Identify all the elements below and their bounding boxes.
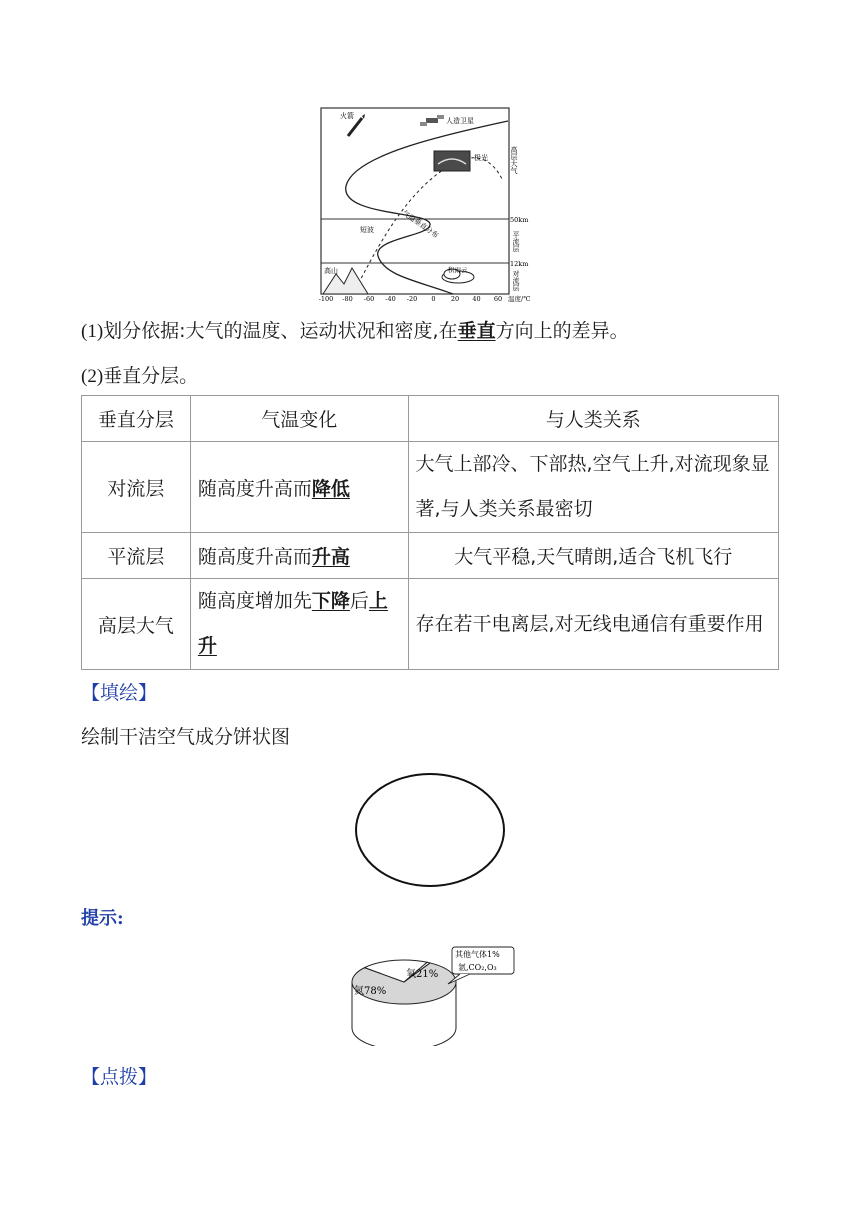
temp-text: 随高度增加先 — [197, 590, 312, 612]
pie-label-nitrogen: 氮78% — [354, 986, 387, 997]
x-axis-ticks — [319, 295, 502, 303]
table-row — [82, 442, 779, 533]
header-temp: 气温变化 — [190, 396, 408, 442]
x-tick-label: -80 — [342, 295, 353, 303]
x-tick-label: -20 — [406, 295, 418, 303]
temp-emphasis: 升高 — [311, 546, 350, 568]
tip-section-title: 【点拨】 — [81, 1066, 158, 1088]
layers-heading-text: 垂直分层。 — [103, 365, 199, 387]
temp-text-mid: 后 — [349, 590, 369, 612]
pie-chart — [348, 944, 520, 1046]
table-header-row — [82, 396, 779, 442]
fill-instruction: 绘制干洁空气成分饼状图 — [81, 726, 291, 748]
x-tick-label: 60 — [493, 295, 503, 303]
basis-emphasis: 垂直 — [457, 320, 496, 342]
header-relation: 与人类关系 — [408, 396, 778, 442]
label-50km: 50km — [510, 216, 529, 224]
temp-emphasis: 降低 — [311, 477, 350, 500]
temp-emphasis: 下降 — [311, 590, 350, 612]
label-troposphere: 对流层 — [512, 270, 520, 291]
pie-label-oxygen: 氧21% — [406, 969, 439, 980]
row-layer: 高层大气 — [82, 579, 191, 670]
basis-prefix: (1) — [81, 321, 104, 342]
layers-heading — [81, 363, 198, 390]
label-upper-atmosphere: 高层大气 — [510, 146, 518, 174]
pie-slices — [352, 960, 456, 1004]
row-relation: 存在若干电离层,对无线电通信有重要作用 — [408, 579, 778, 670]
x-tick-label: -60 — [363, 295, 375, 303]
layers-prefix: (2) — [81, 366, 104, 387]
x-tick-label: -40 — [385, 295, 396, 303]
temp-text: 随高度升高而 — [197, 477, 312, 500]
x-tick-label: 20 — [450, 295, 460, 303]
header-layer: 垂直分层 — [82, 396, 191, 442]
temp-text: 随高度升高而 — [197, 546, 312, 568]
x-tick-label: -100 — [318, 295, 334, 303]
pie-label-other: 其他气体1% — [455, 950, 500, 959]
label-12km: 12km — [510, 260, 529, 268]
row-relation: 大气平稳,天气晴朗,适合飞机飞行 — [408, 533, 778, 579]
label-temp-curve: 气温垂直分布 — [400, 209, 440, 240]
table-row — [82, 579, 779, 670]
x-tick-label: 40 — [472, 295, 481, 303]
fill-section-title: 【填绘】 — [81, 682, 158, 704]
pie-label-other-detail: 氩,CO₂,O₃ — [458, 963, 497, 972]
row-temp — [190, 533, 408, 579]
label-mountain: 高山 — [324, 267, 338, 275]
label-x-unit: 温度/℃ — [508, 295, 531, 303]
basis-text-after: 方向上的差异。 — [495, 320, 629, 342]
row-layer: 平流层 — [82, 533, 191, 579]
blank-pie-ellipse — [352, 770, 508, 890]
label-shortwave: 短波 — [360, 226, 374, 234]
row-relation: 大气上部冷、下部热,空气上升,对流现象显著,与人类关系最密切 — [408, 442, 778, 533]
temp-emphasis-2: 上升 — [197, 590, 388, 657]
label-rocket: 火箭 — [340, 112, 354, 120]
basis-text: 划分依据:大气的温度、运动状况和密度,在 — [103, 320, 458, 342]
layers-table — [81, 395, 779, 670]
label-stratosphere: 平流层 — [512, 231, 520, 252]
label-aurora: 极光 — [474, 154, 488, 162]
hint-label: 提示: — [81, 908, 124, 929]
row-temp — [190, 442, 408, 533]
basis-paragraph — [81, 318, 629, 345]
label-satellite: 人造卫星 — [446, 117, 474, 125]
row-layer: 对流层 — [82, 442, 191, 533]
atmosphere-diagram — [318, 106, 543, 304]
table-row — [82, 533, 779, 579]
label-cloud: 积雨云 — [448, 266, 468, 274]
row-temp — [190, 579, 408, 670]
aurora-icon — [434, 151, 470, 171]
x-tick-label: 0 — [431, 295, 436, 303]
